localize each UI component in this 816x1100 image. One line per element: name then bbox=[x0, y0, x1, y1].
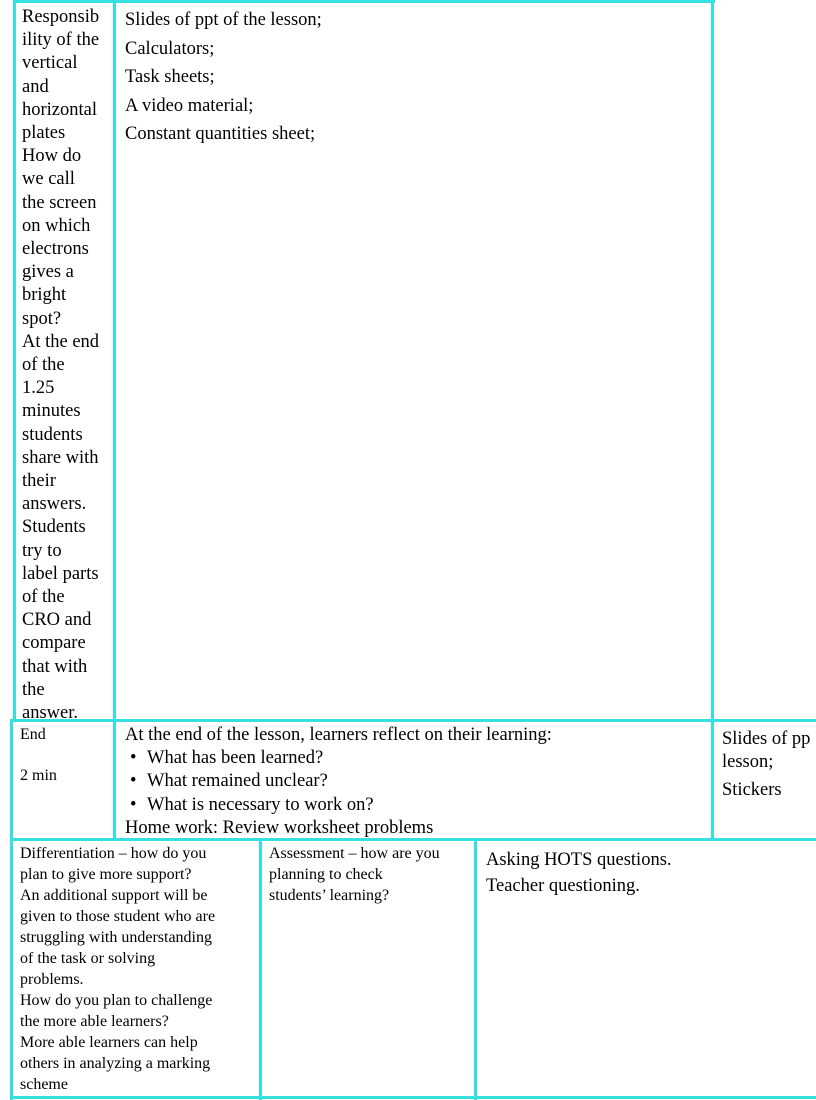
activity-line: Students bbox=[22, 517, 86, 538]
question-text: What remained unclear? bbox=[147, 771, 328, 792]
end-resource-line: Stickers bbox=[722, 780, 782, 801]
assessment-answer-cell bbox=[486, 847, 814, 1095]
activity-line: electrons bbox=[22, 239, 89, 260]
differentiation-line: How do you plan to challenge bbox=[20, 992, 213, 1009]
activity-line: on which bbox=[22, 215, 91, 236]
activity-line: 1.25 bbox=[22, 378, 55, 399]
border-bottom bbox=[10, 1096, 816, 1099]
differentiation-line: the more able learners? bbox=[20, 1013, 169, 1030]
assessment-line: planning to check bbox=[269, 866, 383, 883]
divider-row-bottom-top bbox=[10, 838, 816, 841]
differentiation-cell bbox=[20, 843, 258, 1095]
differentiation-line: of the task or solving bbox=[20, 950, 156, 967]
activity-line: share with bbox=[22, 447, 99, 468]
divider-diff-assess bbox=[259, 838, 262, 1100]
differentiation-line: given to those student who are bbox=[20, 908, 216, 925]
reflection-intro: At the end of the lesson, learners reflect on their learning: bbox=[125, 725, 552, 745]
activity-line: plates bbox=[22, 123, 66, 144]
end-resource-line: Slides of pp bbox=[722, 729, 811, 749]
end-resources-cell bbox=[722, 728, 816, 836]
question-text: What has been learned? bbox=[147, 748, 324, 769]
resource-item: Calculators; bbox=[125, 38, 215, 59]
activity-line: bright bbox=[22, 285, 67, 306]
reflection-questions bbox=[125, 747, 709, 817]
list-item bbox=[125, 770, 709, 793]
bullet-icon: • bbox=[130, 771, 137, 792]
assessment-answer-line: Asking HOTS questions. bbox=[486, 850, 672, 870]
activity-line: horizontal bbox=[22, 99, 98, 120]
activity-line: that with bbox=[22, 656, 88, 677]
list-item bbox=[125, 794, 709, 817]
homework-text: Home work: Review worksheet problems bbox=[125, 817, 434, 838]
activity-line: compare bbox=[22, 633, 86, 654]
assessment-line: Assessment – how are you bbox=[269, 845, 440, 862]
border-left-top bbox=[13, 0, 16, 722]
border-left-end bbox=[10, 719, 13, 1100]
activity-line: spot? bbox=[22, 308, 62, 329]
assessment-cell bbox=[269, 843, 473, 1095]
divider-row-end-top bbox=[13, 719, 816, 722]
stage-time: 2 min bbox=[20, 767, 57, 784]
differentiation-line: scheme bbox=[20, 1076, 68, 1093]
activity-line: their bbox=[22, 471, 56, 492]
differentiation-line: More able learners can help bbox=[20, 1034, 198, 1051]
activity-line: gives a bbox=[22, 262, 74, 283]
assessment-answer-line: Teacher questioning. bbox=[486, 876, 640, 896]
activity-line: CRO and bbox=[22, 610, 92, 631]
resource-item: Constant quantities sheet; bbox=[125, 124, 316, 144]
activity-line: minutes bbox=[22, 401, 81, 422]
reflection-cell bbox=[125, 724, 709, 838]
activity-line: How do bbox=[22, 146, 82, 167]
activity-line: Responsib bbox=[22, 7, 100, 27]
differentiation-line: others in analyzing a marking bbox=[20, 1055, 211, 1072]
activity-line: ility of the bbox=[22, 30, 100, 51]
activity-line: try to bbox=[22, 540, 62, 561]
border-top bbox=[13, 0, 715, 3]
divider-assess-answer bbox=[474, 838, 477, 1100]
activity-line: the screen bbox=[22, 192, 97, 213]
activity-line: the bbox=[22, 679, 45, 700]
activity-line: of the bbox=[22, 587, 65, 608]
assessment-line: students’ learning? bbox=[269, 887, 390, 904]
resources-list-cell bbox=[125, 6, 709, 206]
divider-col2-top bbox=[711, 0, 714, 840]
activity-line: answer. bbox=[22, 703, 78, 720]
differentiation-line: An additional support will be bbox=[20, 887, 208, 904]
activity-line: At the end bbox=[22, 331, 100, 352]
activity-line: label parts bbox=[22, 563, 99, 584]
stage-label: End bbox=[20, 726, 46, 743]
differentiation-line: struggling with understanding bbox=[20, 929, 212, 946]
resource-item: A video material; bbox=[125, 95, 254, 116]
resource-item: Slides of ppt of the lesson; bbox=[125, 10, 322, 30]
activity-line: of the bbox=[22, 355, 65, 376]
resource-item: Task sheets; bbox=[125, 67, 215, 87]
activity-line: students bbox=[22, 424, 83, 445]
differentiation-line: Differentiation – how do you bbox=[20, 845, 207, 862]
differentiation-line: problems. bbox=[20, 971, 84, 988]
differentiation-line: plan to give more support? bbox=[20, 866, 192, 883]
activity-line: we call bbox=[22, 169, 75, 190]
list-item bbox=[125, 747, 709, 770]
bullet-icon: • bbox=[130, 794, 137, 815]
activity-line: answers. bbox=[22, 494, 87, 515]
end-resource-line: lesson; bbox=[722, 752, 774, 773]
activity-description-cell bbox=[22, 6, 114, 720]
question-text: What is necessary to work on? bbox=[147, 794, 374, 815]
activity-line: and bbox=[22, 76, 49, 97]
activity-line: vertical bbox=[22, 53, 78, 74]
bullet-icon: • bbox=[130, 748, 137, 769]
end-stage-cell bbox=[20, 724, 112, 836]
